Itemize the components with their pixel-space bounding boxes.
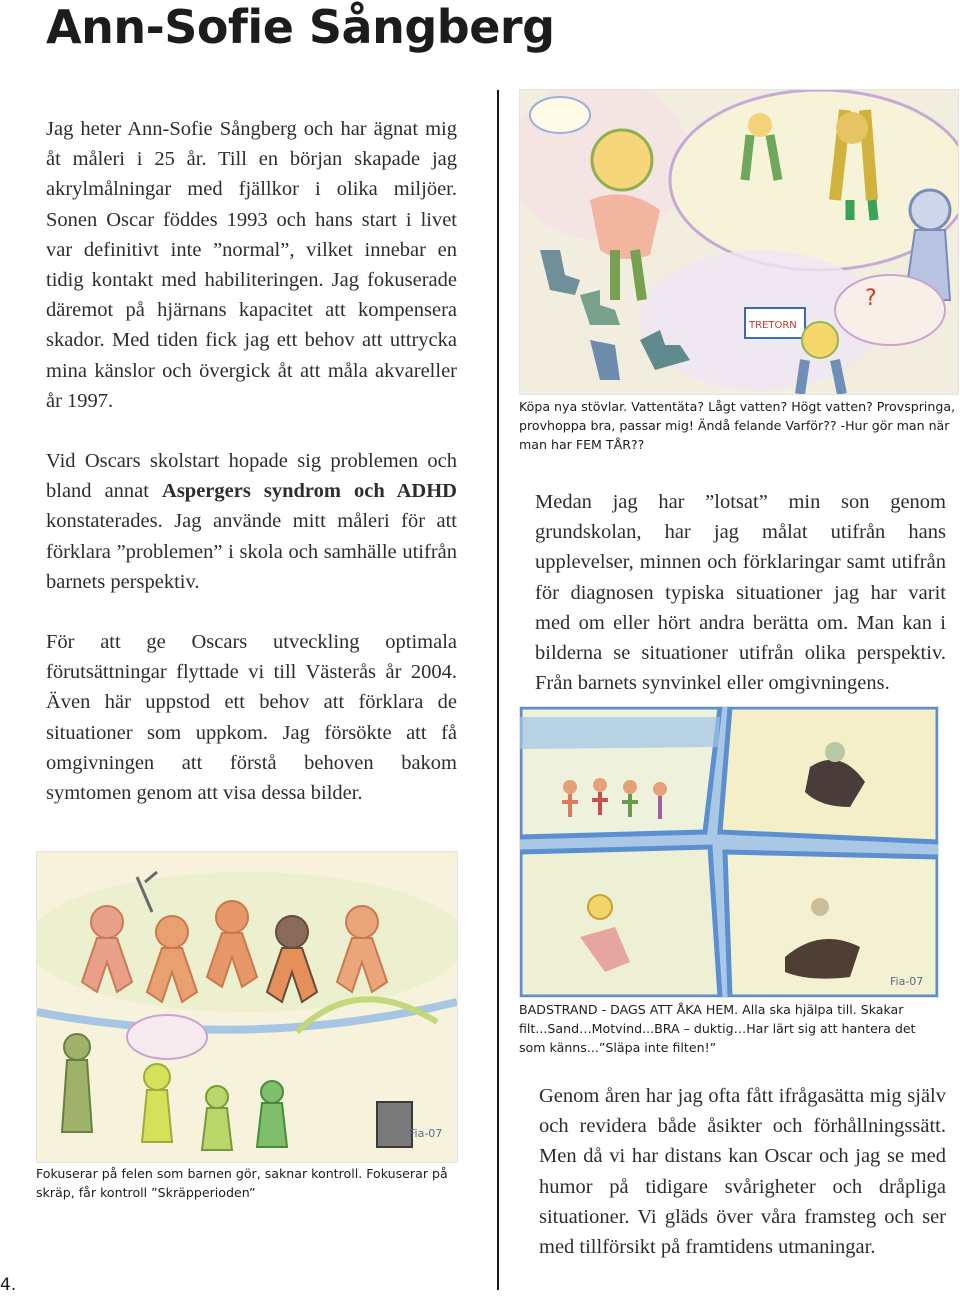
kids-signature: Fia-07 — [409, 1127, 443, 1140]
page-number: 4. — [0, 1275, 17, 1295]
painting-kids-image — [37, 852, 457, 1162]
painting-beach — [519, 706, 939, 998]
painting-boots — [519, 89, 959, 395]
painting-boots-image — [520, 90, 958, 394]
boots-caption: Köpa nya stövlar. Vattentäta? Lågt vatten? Högt vatten? Provspringa, provhoppa bra, passar mig! Ändå felande Varför?? -Hur gör man när man har FEM TÅR?? — [519, 399, 956, 452]
intro-paragraph-2-end: konstaterades. Jag använde mitt måleri för att förklara ”problemen” i skola och samhälle utifrån barnets perspektiv. — [46, 510, 457, 593]
column-divider — [497, 90, 499, 1290]
diagnosis-bold-text: Aspergers syndrom och ADHD — [162, 480, 457, 503]
page-title: Ann-Sofie Sångberg — [46, 0, 555, 54]
intro-paragraph-3: För att ge Oscars utveckling optimala förutsättningar flyttade vi till Västerås år 2004. Även här uppstod ett behov att förklara de situationer som uppkom. Jag försökte att få omgivningen att förstå behoven bakom symtomen genom att visa dessa bilder. — [46, 631, 457, 805]
right-text-1: Medan jag har ”lotsat” min son genom grundskolan, har jag målat utifrån hans upplevelser, minnen och förklaringar samt utifrån för diagnosen typiska situationer jag har varit med om eller hört andra berätta om. Man kan i bilderna se situationer utifrån olika perspektiv. Från barnets synvinkel eller omgivningens. — [535, 491, 946, 695]
intro-paragraph-2-start: Vid Oscars skolstart hopade sig problemen och bland annat — [46, 450, 457, 503]
beach-caption: BADSTRAND - DAGS ATT ÅKA HEM. Alla ska hjälpa till. Skakar filt...Sand…Motvind...BRA – duktig…Har lärt sig att hantera det som känns...”Släpa inte filten!” — [519, 1002, 916, 1055]
painting-kids — [36, 851, 458, 1163]
svg-text:?: ? — [865, 286, 877, 311]
right-text-2: Genom åren har jag ofta fått ifrågasätta mig själv och revidera både åsikter och förhållningssätt. Men då vi har distans kan Oscar och jag se med humor på tidigare svårigheter och dråpliga situationer. Vi gläds över våra framsteg och ser med tillförsikt på framtidens utmaningar. — [539, 1085, 946, 1259]
tretorn-sign-text: TRETORN — [749, 320, 797, 331]
kids-caption: Fokuserar på felen som barnen gör, saknar kontroll. Fokuserar på skräp, får kontroll ”Skräpperioden” — [36, 1166, 448, 1200]
intro-paragraph-1: Jag heter Ann-Sofie Sångberg och har ägnat mig åt måleri i 25 år. Till en början skapade jag akrylmålningar med fjällkor i olika miljöer. Sonen Oscar föddes 1993 och hans start i livet var definitivt inte ”normal”, vilket innebar en tidig kontakt med habiliteringen. Jag fokuserade däremot på hjärnans kapacitet att kompensera skador. Med tiden fick jag ett behov att uttrycka mina känslor och övergick åt att måla akvareller år 1997. — [46, 118, 457, 412]
beach-signature: Fia-07 — [890, 975, 924, 988]
intro-paragraph-2 — [46, 446, 457, 597]
painting-beach-image — [520, 707, 938, 997]
intro-text — [46, 114, 457, 838]
